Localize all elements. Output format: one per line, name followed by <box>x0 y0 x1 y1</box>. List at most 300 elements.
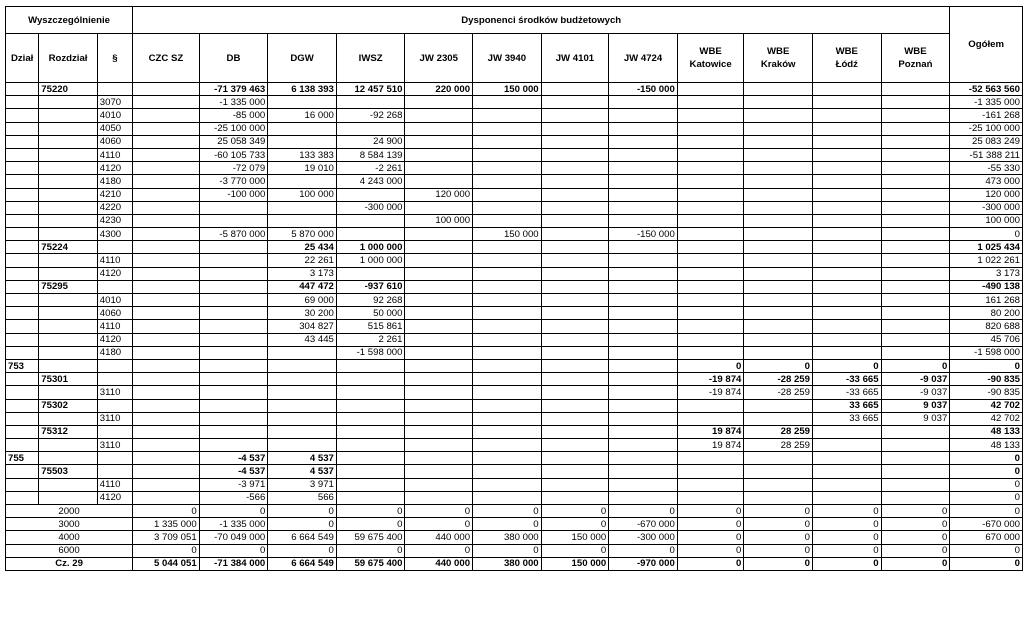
table-row <box>6 307 1023 320</box>
table-cell: 2 261 <box>336 333 405 346</box>
table-cell <box>405 478 473 491</box>
table-cell: 0 <box>812 531 881 544</box>
table-cell: 4120 <box>97 491 132 504</box>
table-cell <box>405 135 473 148</box>
table-cell <box>405 491 473 504</box>
table-cell: 75224 <box>39 241 98 254</box>
table-cell: 3 173 <box>268 267 337 280</box>
table-cell: 9 037 <box>881 412 950 425</box>
table-cell: 0 <box>473 544 542 557</box>
table-cell <box>677 399 744 412</box>
table-cell <box>405 96 473 109</box>
table-cell: -92 268 <box>336 109 405 122</box>
table-cell: -4 537 <box>199 465 268 478</box>
table-cell <box>39 254 98 267</box>
table-cell <box>133 214 200 227</box>
table-cell <box>609 135 678 148</box>
table-cell: 0 <box>336 505 405 518</box>
table-cell: -937 610 <box>336 280 405 293</box>
table-cell: 0 <box>677 518 744 531</box>
table-cell <box>6 307 39 320</box>
table-row <box>6 214 1023 227</box>
column-header: Dział <box>6 34 39 83</box>
table-cell: 4060 <box>97 135 132 148</box>
table-cell <box>609 359 678 372</box>
table-cell <box>677 162 744 175</box>
table-cell <box>39 175 98 188</box>
table-cell <box>744 96 813 109</box>
table-cell <box>473 280 542 293</box>
table-cell: 75220 <box>39 83 98 96</box>
table-cell: -1 335 000 <box>950 96 1023 109</box>
table-cell: 80 200 <box>950 307 1023 320</box>
table-cell <box>812 162 881 175</box>
table-cell <box>744 294 813 307</box>
table-row <box>6 294 1023 307</box>
table-cell <box>133 452 200 465</box>
table-cell <box>133 201 200 214</box>
table-cell <box>677 109 744 122</box>
table-cell: 4060 <box>97 307 132 320</box>
table-cell <box>541 491 609 504</box>
table-cell: 0 <box>677 505 744 518</box>
table-cell <box>609 346 678 359</box>
table-cell: 447 472 <box>268 280 337 293</box>
table-cell: 75301 <box>39 373 98 386</box>
table-cell: 0 <box>950 452 1023 465</box>
table-cell <box>609 109 678 122</box>
table-cell <box>677 478 744 491</box>
table-cell <box>336 228 405 241</box>
table-cell <box>405 412 473 425</box>
table-cell: 440 000 <box>405 557 473 570</box>
table-cell <box>812 346 881 359</box>
table-row <box>6 241 1023 254</box>
table-cell <box>97 452 132 465</box>
table-cell <box>39 122 98 135</box>
table-cell: 220 000 <box>405 83 473 96</box>
table-cell: 0 <box>881 557 950 570</box>
table-cell <box>6 412 39 425</box>
table-cell <box>133 188 200 201</box>
column-header: § <box>97 34 132 83</box>
table-cell <box>199 294 268 307</box>
table-cell <box>609 188 678 201</box>
table-cell: 120 000 <box>950 188 1023 201</box>
table-cell <box>812 254 881 267</box>
table-cell <box>97 280 132 293</box>
table-cell <box>541 228 609 241</box>
table-cell <box>812 122 881 135</box>
table-cell <box>199 241 268 254</box>
table-cell <box>6 241 39 254</box>
table-cell <box>744 399 813 412</box>
table-cell: 4110 <box>97 254 132 267</box>
table-cell <box>405 373 473 386</box>
table-cell <box>133 359 200 372</box>
table-cell: 24 900 <box>336 135 405 148</box>
table-cell: 0 <box>609 505 678 518</box>
table-cell <box>473 425 542 438</box>
table-cell: 6 138 393 <box>268 83 337 96</box>
table-cell <box>268 399 337 412</box>
table-cell: -5 870 000 <box>199 228 268 241</box>
table-cell <box>473 267 542 280</box>
table-cell <box>744 148 813 161</box>
table-cell: -60 105 733 <box>199 148 268 161</box>
table-cell <box>677 148 744 161</box>
table-cell <box>812 294 881 307</box>
table-cell: 75295 <box>39 280 98 293</box>
table-row <box>6 439 1023 452</box>
table-cell <box>812 201 881 214</box>
table-cell <box>199 280 268 293</box>
table-cell <box>744 280 813 293</box>
table-cell <box>744 478 813 491</box>
table-cell <box>39 188 98 201</box>
table-cell <box>39 135 98 148</box>
table-cell <box>39 386 98 399</box>
table-row <box>6 333 1023 346</box>
table-cell <box>133 373 200 386</box>
table-row <box>6 425 1023 438</box>
table-cell <box>812 148 881 161</box>
table-cell: -150 000 <box>609 83 678 96</box>
table-cell <box>473 109 542 122</box>
table-cell <box>6 491 39 504</box>
table-cell <box>405 465 473 478</box>
table-cell <box>609 425 678 438</box>
table-cell: 150 000 <box>541 531 609 544</box>
table-cell <box>744 267 813 280</box>
table-cell: 0 <box>950 228 1023 241</box>
table-cell <box>744 201 813 214</box>
column-header: JW 3940 <box>473 34 542 83</box>
table-row <box>6 135 1023 148</box>
table-cell: -90 835 <box>950 386 1023 399</box>
budget-table <box>5 6 1023 571</box>
table-cell <box>39 320 98 333</box>
table-cell <box>199 373 268 386</box>
table-cell: 0 <box>950 478 1023 491</box>
table-cell: 75302 <box>39 399 98 412</box>
table-cell <box>473 96 542 109</box>
table-row <box>6 175 1023 188</box>
table-cell <box>405 452 473 465</box>
table-cell <box>133 228 200 241</box>
table-cell <box>473 320 542 333</box>
table-cell <box>39 148 98 161</box>
table-cell <box>39 228 98 241</box>
table-row <box>6 254 1023 267</box>
table-cell <box>609 122 678 135</box>
table-cell <box>812 333 881 346</box>
table-cell <box>473 346 542 359</box>
table-cell <box>609 412 678 425</box>
table-cell <box>541 188 609 201</box>
table-cell <box>812 320 881 333</box>
table-cell <box>199 201 268 214</box>
table-cell <box>744 307 813 320</box>
table-cell: 48 133 <box>950 425 1023 438</box>
table-cell <box>133 478 200 491</box>
table-row <box>6 386 1023 399</box>
table-cell: -28 259 <box>744 373 813 386</box>
table-row <box>6 412 1023 425</box>
table-cell <box>541 122 609 135</box>
table-cell <box>881 254 950 267</box>
table-cell: 4120 <box>97 162 132 175</box>
table-row <box>6 373 1023 386</box>
table-cell <box>6 162 39 175</box>
table-cell <box>881 425 950 438</box>
summary-label: Cz. 29 <box>6 557 133 570</box>
table-cell <box>473 491 542 504</box>
table-cell <box>473 294 542 307</box>
table-cell: 4010 <box>97 109 132 122</box>
table-cell <box>473 254 542 267</box>
table-cell <box>812 439 881 452</box>
table-cell <box>881 439 950 452</box>
table-cell: 0 <box>336 544 405 557</box>
table-cell <box>473 307 542 320</box>
table-cell <box>881 175 950 188</box>
column-header: JW 4101 <box>541 34 609 83</box>
table-cell <box>609 465 678 478</box>
table-cell <box>405 386 473 399</box>
table-cell <box>881 162 950 175</box>
table-cell <box>268 412 337 425</box>
table-cell: 19 874 <box>677 439 744 452</box>
table-cell: 4 537 <box>268 465 337 478</box>
table-cell: 3 709 051 <box>133 531 200 544</box>
header-group-mid: Dysponenci środków budżetowych <box>133 7 950 34</box>
table-cell: 0 <box>199 544 268 557</box>
table-cell: 440 000 <box>405 531 473 544</box>
table-cell <box>541 320 609 333</box>
table-cell: 753 <box>6 359 39 372</box>
table-cell <box>812 228 881 241</box>
table-cell: 0 <box>744 531 813 544</box>
table-cell: 0 <box>405 518 473 531</box>
table-cell <box>6 346 39 359</box>
table-cell <box>133 175 200 188</box>
table-cell: 0 <box>950 557 1023 570</box>
table-cell <box>812 135 881 148</box>
table-cell <box>6 425 39 438</box>
table-cell <box>473 359 542 372</box>
column-header: CZC SZ <box>133 34 200 83</box>
table-cell <box>473 214 542 227</box>
table-cell <box>609 96 678 109</box>
table-cell: 1 025 434 <box>950 241 1023 254</box>
table-cell: 48 133 <box>950 439 1023 452</box>
table-cell <box>609 478 678 491</box>
table-cell <box>881 320 950 333</box>
table-cell <box>6 320 39 333</box>
table-cell: 0 <box>812 544 881 557</box>
table-cell <box>405 320 473 333</box>
table-cell: -33 665 <box>812 386 881 399</box>
summary-row <box>6 518 1023 531</box>
table-cell <box>609 254 678 267</box>
summary-label: 2000 <box>6 505 133 518</box>
table-cell <box>336 122 405 135</box>
table-cell <box>336 96 405 109</box>
table-cell: -52 563 560 <box>950 83 1023 96</box>
table-cell <box>405 241 473 254</box>
table-cell <box>541 294 609 307</box>
table-cell <box>6 333 39 346</box>
table-row <box>6 399 1023 412</box>
table-cell: 4110 <box>97 478 132 491</box>
table-cell <box>677 465 744 478</box>
table-cell <box>133 254 200 267</box>
table-cell: 4300 <box>97 228 132 241</box>
table-cell <box>6 294 39 307</box>
table-cell <box>473 439 542 452</box>
table-cell: 150 000 <box>541 557 609 570</box>
table-cell <box>473 333 542 346</box>
column-header: DGW <box>268 34 337 83</box>
table-cell <box>133 162 200 175</box>
table-cell <box>268 439 337 452</box>
table-row <box>6 320 1023 333</box>
table-cell <box>268 201 337 214</box>
table-cell <box>6 386 39 399</box>
table-cell <box>133 465 200 478</box>
column-header: IWSZ <box>336 34 405 83</box>
table-cell: 0 <box>133 544 200 557</box>
table-cell: 16 000 <box>268 109 337 122</box>
table-cell <box>609 148 678 161</box>
table-cell: -2 261 <box>336 162 405 175</box>
table-cell <box>744 214 813 227</box>
table-cell <box>677 122 744 135</box>
table-cell <box>677 294 744 307</box>
table-cell: -670 000 <box>950 518 1023 531</box>
table-cell <box>609 491 678 504</box>
table-cell: 100 000 <box>405 214 473 227</box>
table-cell: -490 138 <box>950 280 1023 293</box>
table-cell: 133 383 <box>268 148 337 161</box>
table-row <box>6 83 1023 96</box>
table-cell <box>677 280 744 293</box>
table-cell: 0 <box>268 505 337 518</box>
table-cell <box>39 267 98 280</box>
table-cell: 3110 <box>97 439 132 452</box>
table-cell <box>744 135 813 148</box>
table-cell: 6 664 549 <box>268 557 337 570</box>
table-cell <box>39 96 98 109</box>
table-cell: -100 000 <box>199 188 268 201</box>
table-cell <box>609 386 678 399</box>
table-cell <box>541 135 609 148</box>
table-cell: 30 200 <box>268 307 337 320</box>
table-cell: -9 037 <box>881 386 950 399</box>
table-cell <box>199 254 268 267</box>
table-cell: 100 000 <box>268 188 337 201</box>
table-cell <box>336 214 405 227</box>
table-cell <box>336 373 405 386</box>
table-cell <box>268 135 337 148</box>
table-cell <box>405 122 473 135</box>
table-cell <box>199 214 268 227</box>
table-cell: 4050 <box>97 122 132 135</box>
table-cell <box>609 399 678 412</box>
table-cell <box>881 280 950 293</box>
table-cell <box>6 109 39 122</box>
table-cell <box>473 241 542 254</box>
table-cell <box>133 399 200 412</box>
table-cell: -1 335 000 <box>199 518 268 531</box>
table-cell: -1 335 000 <box>199 96 268 109</box>
column-header: JW 2305 <box>405 34 473 83</box>
table-cell <box>405 162 473 175</box>
table-row <box>6 122 1023 135</box>
table-cell <box>133 83 200 96</box>
table-cell: 75312 <box>39 425 98 438</box>
table-cell <box>677 267 744 280</box>
table-cell <box>541 478 609 491</box>
table-cell: 25 083 249 <box>950 135 1023 148</box>
table-cell <box>336 386 405 399</box>
table-cell <box>541 452 609 465</box>
table-cell: 0 <box>268 518 337 531</box>
column-header: WBE Katowice <box>677 34 744 83</box>
table-cell: 4 243 000 <box>336 175 405 188</box>
table-cell: 5 044 051 <box>133 557 200 570</box>
table-cell: -19 874 <box>677 386 744 399</box>
table-cell <box>133 320 200 333</box>
table-cell <box>677 333 744 346</box>
table-cell: -300 000 <box>336 201 405 214</box>
table-cell: -25 100 000 <box>199 122 268 135</box>
table-cell: 3110 <box>97 386 132 399</box>
table-cell <box>881 241 950 254</box>
table-cell: 0 <box>812 557 881 570</box>
table-cell <box>39 162 98 175</box>
table-cell <box>812 109 881 122</box>
table-cell: 0 <box>881 505 950 518</box>
table-cell: 4110 <box>97 320 132 333</box>
table-cell: 4220 <box>97 201 132 214</box>
table-cell <box>133 294 200 307</box>
table-cell: 50 000 <box>336 307 405 320</box>
table-cell <box>541 241 609 254</box>
table-cell <box>812 280 881 293</box>
table-cell <box>744 412 813 425</box>
table-cell <box>812 425 881 438</box>
table-cell <box>97 83 132 96</box>
table-cell: -3 770 000 <box>199 175 268 188</box>
table-cell <box>541 439 609 452</box>
table-cell <box>541 399 609 412</box>
table-cell <box>133 307 200 320</box>
table-cell <box>473 478 542 491</box>
table-cell: -71 379 463 <box>199 83 268 96</box>
table-cell <box>6 373 39 386</box>
table-cell <box>677 307 744 320</box>
table-cell <box>133 267 200 280</box>
table-cell <box>541 83 609 96</box>
table-cell <box>199 425 268 438</box>
table-cell <box>881 109 950 122</box>
column-header: Rozdział <box>39 34 98 83</box>
table-cell <box>541 148 609 161</box>
table-cell <box>881 346 950 359</box>
table-cell: 4120 <box>97 333 132 346</box>
